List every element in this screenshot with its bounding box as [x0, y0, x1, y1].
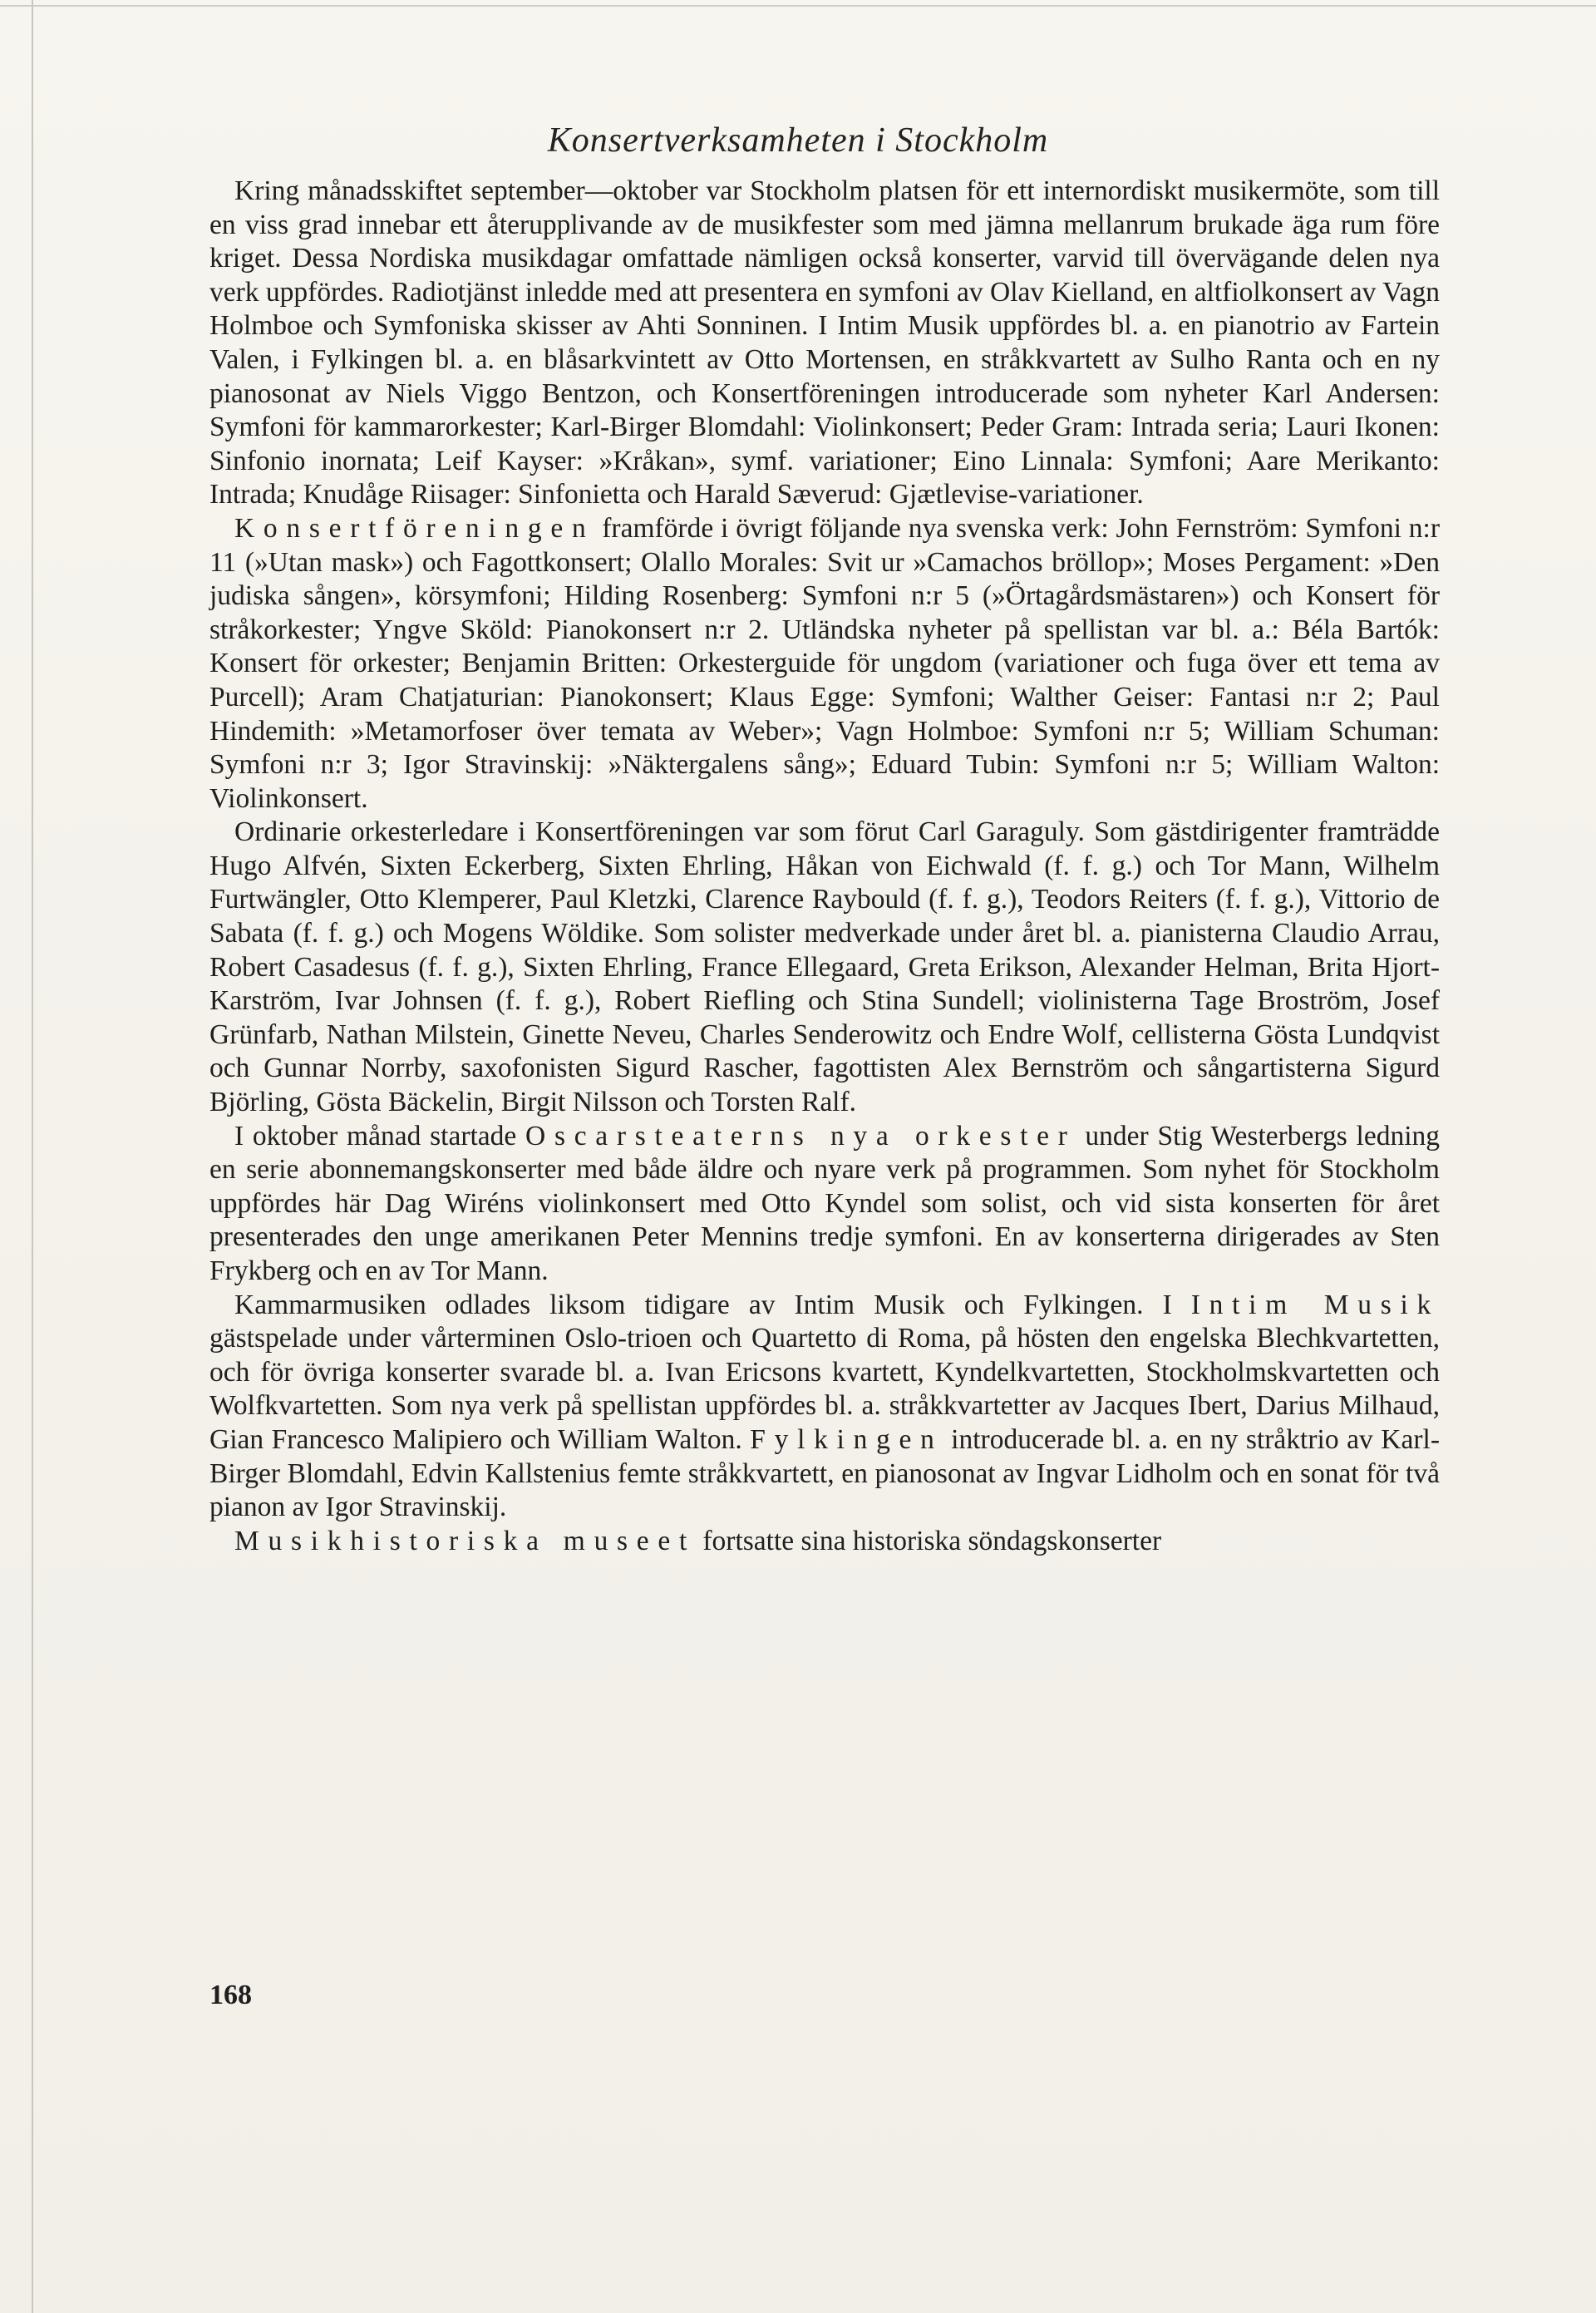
page-edge-top — [0, 5, 1596, 7]
spaced-term-oscarsteatern: Oscarsteaterns nya orkester — [525, 1120, 1076, 1152]
running-head: Konsertverksamheten i Stockholm — [547, 121, 1049, 160]
spaced-term-intim-musik: Intim Musik — [1190, 1289, 1440, 1320]
spaced-term-musikhistoriska-museet: Musikhistoriska museet — [234, 1525, 697, 1556]
spaced-term-konsertforeningen: Konsertföreningen — [234, 512, 595, 544]
page-number: 168 — [209, 1980, 252, 2010]
paragraph-konsertforeningen-new-works: Konsertföreningen framförde i övrigt följande nya svenska verk: John Fernström: Symfoni n:r 11 (»Utan mask») och Fagottkonsert; Olallo Morales: Svit ur »Camachos bröllop»; Moses Pergament: »Den judiska sången», körsymfoni; Hilding Rosenberg: Symfoni n:r 5 (»Örtagårdsmästaren») och Konsert för stråkorkester; Yngve Sköld: Pianokonsert n:r 2. Utländska nyheter på spellistan var bl. a.: Béla Bartók: Konsert för orkester; Benjamin Britten: Orkesterguide för ungdom (variationer och fuga över ett tema av Purcell); Aram Chatjaturian: Pianokonsert; Klaus Egge: Symfoni; Walther Geiser: Fantasi n:r 2; Paul Hindemith: »Metamorfoser över temata av Weber»; Vagn Holmboe: Symfoni n:r 5; William Schuman: Symfoni n:r 3; Igor Stravinskij: »Näktergalens sång»; Eduard Tubin: Symfoni n:r 5; William Walton: Violinkonsert. — [209, 512, 1440, 814]
spaced-term-fylkingen: Fylkingen — [750, 1423, 943, 1455]
paragraph-oscarsteatern: I oktober månad startade Oscarsteaterns nya orkester under Stig Westerbergs ledning en serie abonnemangskonserter med både äldre och nyare verk på programmen. Som nyhet för Stockholm uppfördes här Dag Wiréns violinkonsert med Otto Kyndel som solist, och vid sista konserten för året presenterades den unge amerikanen Peter Mennins tredje symfoni. En av konserterna dirigerades av Sten Frykberg och en av Tor Mann. — [209, 1120, 1440, 1286]
paragraph-chamber-music: Kammarmusiken odlades liksom tidigare av Intim Musik och Fylkingen. I Intim Musik gästspelade under vårterminen Oslo-trioen och Quartetto di Roma, på hösten den engelska Blechkvartetten, och för övriga konserter svarade bl. a. Ivan Ericsons kvartett, Kyndelkvartetten, Stockholmskvartetten och Wolfkvartetten. Som nya verk på spellistan uppfördes bl. a. stråkkvartetter av Jacques Ibert, Darius Milhaud, Gian Francesco Malipiero och William Walton. Fylkingen introducerade bl. a. en ny stråktrio av Karl-Birger Blomdahl, Edvin Kallstenius femte stråkkvartett, en pianosonat av Ingvar Lidholm och en sonat för två pianon av Igor Stravinskij. — [209, 1289, 1440, 1523]
page-edge-left — [32, 0, 33, 2313]
paragraph-musikhistoriska-museet: Musikhistoriska museet fortsatte sina historiska söndagskonserter — [234, 1525, 1162, 1556]
body-text — [209, 175, 1440, 1558]
paragraph-conductors-soloists: Ordinarie orkesterledare i Konsertföreningen var som förut Carl Garaguly. Som gästdirigenter framträdde Hugo Alfvén, Sixten Eckerberg, Sixten Ehrling, Håkan von Eichwald (f. f. g.) och Tor Mann, Wilhelm Furtwängler, Otto Klemperer, Paul Kletzki, Clarence Raybould (f. f. g.), Teodors Reiters (f. f. g.), Vittorio de Sabata (f. f. g.) och Mogens Wöldike. Som solister medverkade under året bl. a. pianisterna Claudio Arrau, Robert Casadesus (f. f. g.), Sixten Ehrling, France Ellegaard, Greta Erikson, Alexander Helman, Brita Hjort-Karström, Ivar Johnsen (f. f. g.), Robert Riefling och Stina Sundell; violinisterna Tage Broström, Josef Grünfarb, Nathan Milstein, Ginette Neveu, Charles Senderowitz och Endre Wolf, cellisterna Gösta Lundqvist och Gunnar Norrby, saxofonisten Sigurd Rascher, fagottisten Alex Bernström och sångartisterna Sigurd Björling, Gösta Bäckelin, Birgit Nilsson och Torsten Ralf. — [209, 816, 1440, 1118]
paragraph-nordic-music-days: Kring månadsskiftet september—oktober var Stockholm platsen för ett internordiskt musikermöte, som till en viss grad innebar ett återupplivande av de musikfester som med jämna mellanrum brukade äga rum före kriget. Dessa Nordiska musikdagar omfattade nämligen också konserter, varvid till övervägande delen nya verk uppfördes. Radiotjänst inledde med att presentera en symfoni av Olav Kielland, en altfiolkonsert av Vagn Holmboe och Symfoniska skisser av Ahti Sonninen. I Intim Musik uppfördes bl. a. en pianotrio av Fartein Valen, i Fylkingen bl. a. en blåsarkvintett av Otto Mortensen, en stråkkvartett av Sulho Ranta och en ny pianosonat av Niels Viggo Bentzon, och Konsertföreningen introducerade som nyheter Karl Andersen: Symfoni för kammarorkester; Karl-Birger Blomdahl: Violinkonsert; Peder Gram: Intrada seria; Lauri Ikonen: Sinfonio inornata; Leif Kayser: »Kråkan», symf. variationer; Eino Linnala: Symfoni; Aare Merikanto: Intrada; Knudåge Riisager: Sinfonietta och Harald Sæverud: Gjætlevise-variationer. — [209, 175, 1440, 510]
